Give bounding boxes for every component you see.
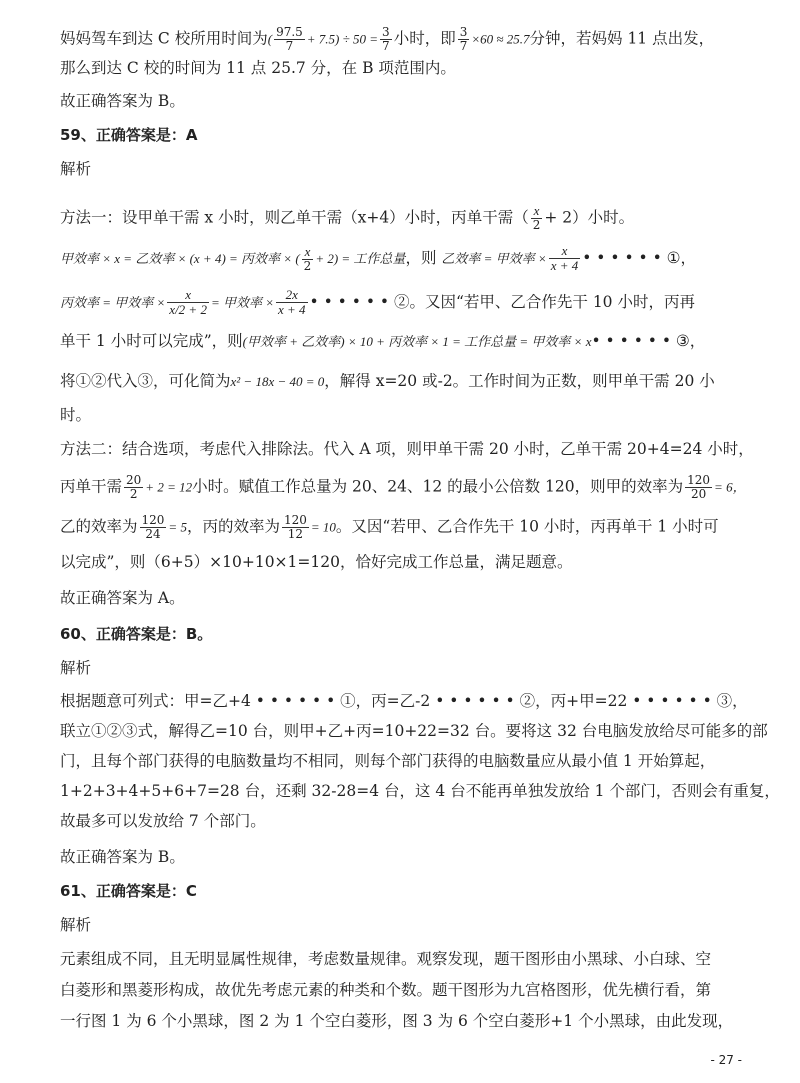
text-line: [60, 204, 634, 232]
text: ，丙的效率为: [186, 517, 280, 536]
text-line: 1+2+3+4+5+6+7=28 台，还剩 32-28=4 台，这 4 台不能再单独发放给 1 个部门，否则会有重复，: [60, 782, 780, 800]
numerator: x: [302, 245, 314, 260]
text: 分钟，若妈妈 11 点出发，: [529, 29, 715, 48]
numerator: 2x: [276, 288, 308, 303]
math: 甲效率 × x = 乙效率 × (x + 4) = 丙效率 × (: [60, 250, 300, 266]
numerator: 120: [687, 473, 711, 487]
text: ，解得 x=20 或-2。工作时间为正数，则甲单干需 20 小: [324, 372, 715, 390]
text: 将①②代入③，可化简为: [60, 372, 231, 390]
question-title: 60、正确答案是：B。: [60, 625, 213, 643]
fraction: [531, 204, 543, 232]
fraction: [549, 244, 581, 274]
numerator: 120: [283, 513, 307, 527]
text-line: 时。: [60, 406, 92, 424]
text-line: [60, 330, 705, 353]
text: 单干 1 小时可以完成”，则: [60, 332, 243, 350]
math: = 6，: [714, 479, 746, 495]
fraction: [282, 514, 309, 541]
text: 小时，即: [393, 29, 456, 48]
math: (: [267, 31, 273, 47]
fraction: [458, 26, 470, 53]
math: 丙效率 = 甲效率 ×: [60, 294, 166, 310]
text-line: 故正确答案为 B。: [60, 848, 185, 866]
fraction: [124, 474, 143, 501]
text-line: 白菱形和黑菱形构成，故优先考虑元素的种类和个数。题干图形为九宫格图形，优先横行看，第: [60, 981, 712, 999]
fraction: [685, 474, 712, 501]
denominator: 7: [382, 39, 390, 54]
text-line: 故最多可以发放给 7 个部门。: [60, 812, 266, 830]
numerator: 20: [126, 473, 142, 487]
numerator: 97.5: [276, 25, 303, 39]
math: (甲效率 + 乙效率) × 10 + 丙效率 × 1 = 工作总量 = 甲效率 × x: [242, 334, 592, 349]
fraction: [274, 26, 305, 53]
text-line: 以完成”，则（6+5）×10+10×1=120，恰好完成工作总量，满足题意。: [60, 553, 573, 571]
text-line: [60, 288, 695, 318]
text: + 2）小时。: [544, 208, 635, 227]
text: • • • • • • ③，: [591, 332, 706, 350]
text-line: 方法二：结合选项，考虑代入排除法。代入 A 项，则甲单干需 20 小时，乙单干需 20+4=24 小时，: [60, 440, 754, 458]
page-number: - 27 -: [710, 1053, 742, 1067]
section-label: 解析: [60, 160, 92, 178]
math: + 2) = 工作总量: [315, 250, 406, 266]
text: 丙单干需: [60, 477, 123, 496]
text: 小时。赋值工作总量为 20、24、12 的最小公倍数 120，则甲的效率为: [192, 477, 684, 496]
text-line: [60, 514, 719, 541]
text-line: 门，且每个部门获得的电脑数量均不相同，则每个部门获得的电脑数量应从最小值 1 开始算起，: [60, 752, 716, 770]
text-line: [60, 474, 746, 501]
denominator: 2: [129, 487, 138, 502]
math: = 甲效率 ×: [210, 294, 274, 310]
numerator: 3: [459, 25, 468, 39]
text-line: 元素组成不同，且无明显属性规律，考虑数量规律。观察发现，题干图形由小黑球、小白球、空: [60, 950, 712, 968]
text: 妈妈驾车到达 C 校所用时间为: [60, 29, 268, 48]
text-line: 一行图 1 为 6 个小黑球，图 2 为 1 个空白菱形，图 3 为 6 个空白菱形+1 个小黑球，由此发现，: [60, 1012, 734, 1030]
denominator: 2: [532, 218, 541, 233]
text-line: [60, 244, 696, 274]
math: = 5: [168, 519, 187, 535]
text: 方法一：设甲单干需 x 小时，则乙单干需（x+4）小时，丙单干需（: [60, 208, 529, 227]
math: x² − 18x − 40 = 0: [230, 374, 325, 389]
denominator: 20: [690, 487, 707, 502]
text-line: [60, 370, 715, 393]
numerator: 3: [382, 25, 390, 39]
denominator: x + 4: [550, 258, 579, 274]
denominator: x/2 + 2: [169, 302, 207, 318]
math: = 10: [310, 519, 336, 535]
numerator: x: [167, 288, 209, 303]
math: ×60 ≈ 25.7: [471, 31, 530, 47]
text-line: 那么到达 C 校的时间为 11 点 25.7 分，在 B 项范围内。: [60, 59, 456, 77]
fraction: [380, 26, 392, 53]
text-line: 联立①②③式，解得乙=10 台，则甲+乙+丙=10+22=32 台。要将这 32 台电脑发放给尽可能多的部: [60, 722, 768, 740]
numerator: x: [531, 204, 543, 219]
fraction: [302, 245, 314, 273]
text-line: [60, 26, 714, 53]
numerator: x: [549, 244, 581, 259]
text: ，则: [405, 248, 437, 267]
math: + 2 = 12: [145, 479, 193, 495]
text: • • • • • • ①，: [582, 248, 697, 267]
fraction: [140, 514, 167, 541]
fraction: [167, 288, 209, 318]
denominator: x + 4: [278, 302, 306, 318]
numerator: 120: [141, 513, 165, 527]
section-label: 解析: [60, 916, 92, 934]
text: 。又因“若甲、乙合作先干 10 小时，丙再单干 1 小时可: [335, 517, 719, 536]
question-title: 61、正确答案是：C: [60, 882, 197, 900]
text-line: 根据题意可列式：甲=乙+4 • • • • • • ①，丙=乙-2 • • • • • • ②，丙+甲=22 • • • • • • ③，: [60, 692, 748, 710]
denominator: 7: [459, 39, 468, 54]
math: + 7.5) ÷ 50 =: [306, 31, 379, 47]
math: 乙效率 = 甲效率 ×: [441, 250, 547, 266]
denominator: 2: [303, 258, 312, 273]
section-label: 解析: [60, 659, 92, 677]
text-line: 故正确答案为 B。: [60, 92, 185, 110]
text: 乙的效率为: [60, 517, 138, 536]
denominator: 7: [285, 39, 294, 54]
fraction: [276, 288, 308, 318]
text: • • • • • • ②。又因“若甲、乙合作先干 10 小时，丙再: [309, 292, 695, 311]
denominator: 12: [287, 527, 304, 542]
question-title: 59、正确答案是：A: [60, 126, 198, 144]
denominator: 24: [145, 527, 161, 542]
text-line: 故正确答案为 A。: [60, 589, 185, 607]
